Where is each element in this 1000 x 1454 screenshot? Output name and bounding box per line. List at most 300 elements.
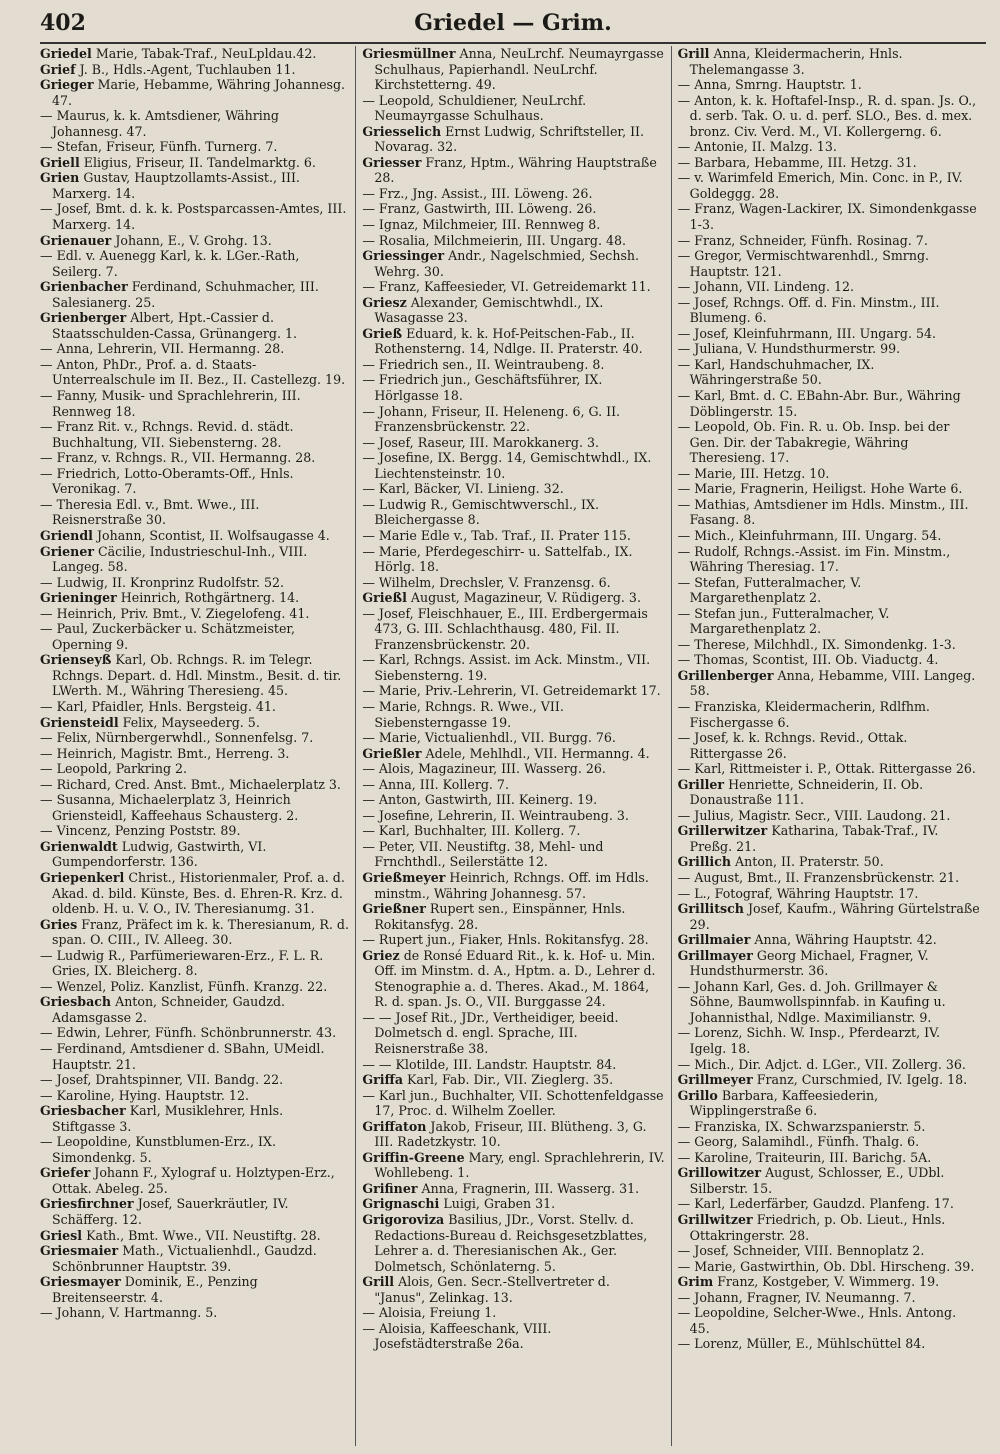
directory-entry bbox=[678, 808, 980, 824]
entry-text: Felix, Mayseederg. 5. bbox=[122, 714, 260, 730]
entry-text: Josef, Kaufm., Währing Gürtelstraße 29. bbox=[689, 901, 980, 932]
entry-text: — Karl, Buchhalter, III. Kollerg. 7. bbox=[362, 823, 581, 839]
entry-text: — Karl, Lederfärber, Gaudzd. Planfeng. 17. bbox=[677, 1196, 954, 1212]
directory-entry bbox=[40, 777, 349, 793]
directory-entry bbox=[40, 201, 349, 232]
directory-entry bbox=[40, 1228, 349, 1244]
entry-surname: Grienwaldt bbox=[40, 838, 118, 854]
entry-text: — Johann, Fragner, IV. Neumanng. 7. bbox=[677, 1289, 916, 1305]
entry-surname: Griessinger bbox=[362, 248, 445, 264]
entry-text: — Alois, Magazineur, III. Wasserg. 26. bbox=[362, 761, 606, 777]
entry-text: — Lorenz, Sichh. W. Insp., Pferdearzt, IV. Igelg. 18. bbox=[677, 1025, 940, 1056]
directory-entry bbox=[678, 870, 980, 886]
entry-surname: Grienbacher bbox=[40, 279, 128, 295]
directory-entry bbox=[362, 808, 664, 824]
entry-text: — — Josef Rit., JDr., Vertheidiger, beeid. Dolmetsch d. engl. Sprache, III. Reisnerstraße 38. bbox=[362, 1009, 619, 1056]
directory-entry bbox=[362, 1010, 664, 1057]
entry-text: — Stefan jun., Futteralmacher, V. Margarethenplatz 2. bbox=[677, 605, 890, 637]
directory-entry bbox=[40, 606, 349, 622]
entry-text: Anna, Währing Hauptstr. 42. bbox=[754, 932, 937, 948]
entry-text: Karl, Fab. Dir., VII. Zieglerg. 35. bbox=[407, 1072, 614, 1088]
entry-text: — Karl, Rittmeister i. P., Ottak. Rittergasse 26. bbox=[677, 761, 976, 777]
entry-text: — Franz, Schneider, Fünfh. Rosinag. 7. bbox=[677, 232, 928, 248]
entry-text: Ferdinand, Schuhmacher, III. Salesianerg. 25. bbox=[52, 279, 319, 310]
entry-surname: Griesmaier bbox=[40, 1243, 119, 1259]
entry-surname: Griesmüllner bbox=[362, 46, 456, 61]
directory-entry bbox=[40, 761, 349, 777]
entry-text: — Franziska, IX. Schwarzspanierstr. 5. bbox=[677, 1118, 926, 1134]
entry-text: Barbara, Kaffeesiederin, Wipplingerstraße 6. bbox=[689, 1087, 879, 1119]
entry-text: — Marie, Gastwirthin, Ob. Dbl. Hirscheng. 39. bbox=[677, 1258, 975, 1274]
directory-entry bbox=[362, 1150, 664, 1181]
directory-entry bbox=[362, 699, 664, 730]
entry-text: — Anna, III. Kollerg. 7. bbox=[362, 776, 509, 792]
entry-text: — Richard, Cred. Anst. Bmt., Michaelerplatz 3. bbox=[40, 776, 341, 792]
entry-text: Alois, Gen. Secr.-Stellvertreter d. "Janus", Zelinkag. 13. bbox=[374, 1274, 610, 1305]
entry-text: — Johann Karl, Ges. d. Joh. Grillmayer & Söhne, Baumwollspinnfab. in Kaufing u. Johannisthal, Ndlge. Maximilianstr. 9. bbox=[677, 978, 946, 1025]
directory-entry bbox=[678, 497, 980, 528]
entry-surname: Griener bbox=[40, 543, 94, 559]
directory-entry bbox=[362, 295, 664, 326]
entry-text: Anna, Fragnerin, III. Wasserg. 31. bbox=[421, 1180, 640, 1196]
entry-surname: Grillmayer bbox=[677, 947, 753, 963]
entry-text: Christ., Historienmaler, Prof. a. d. Akad. d. bild. Künste, Bes. d. Ehren-R. Krz. d. oldenb. H. u. V. O., IV. Theresianumg. 31. bbox=[52, 869, 345, 917]
directory-entry bbox=[678, 388, 980, 419]
entry-text: — Paul, Zuckerbäcker u. Schätzmeister, Operning 9. bbox=[40, 621, 296, 652]
entry-text: — Josef, Fleischhauer, E., III. Erdbergermais 473, G. III. Schlachthausg. 480, Fil. II. Franzensbrückenstr. 20. bbox=[362, 605, 648, 652]
directory-entry bbox=[40, 1103, 349, 1134]
page-header bbox=[40, 6, 986, 44]
directory-entry bbox=[362, 746, 664, 762]
directory-entry bbox=[40, 792, 349, 823]
entry-text: — Franziska, Kleidermacherin, Rdlfhm. Fischergasse 6. bbox=[677, 698, 930, 730]
entry-text: Andr., Nagelschmied, Sechsh. Wehrg. 30. bbox=[374, 248, 640, 279]
entry-text: — August, Bmt., II. Franzensbrückenstr. 21. bbox=[677, 869, 960, 885]
entry-text: — Josef, k. k. Rchngs. Revid., Ottak. Rittergasse 26. bbox=[677, 730, 908, 761]
entry-text: Anna, NeuLrchf. Neumayrgasse Schulhaus, Papierhandl. NeuLrchf. Kirchstetterng. 49. bbox=[374, 46, 664, 93]
entry-text: — Rupert jun., Fiaker, Hnls. Rokitansfyg. 28. bbox=[362, 932, 649, 948]
entry-text: — Marie, Rchngs. R. Wwe., VII. Siebensterngasse 19. bbox=[362, 698, 564, 730]
directory-entry bbox=[40, 699, 349, 715]
entry-text: — Karl, Handschuhmacher, IX. Währingerstraße 50. bbox=[677, 356, 875, 388]
directory-entry bbox=[362, 761, 664, 777]
entry-text: — Edwin, Lehrer, Fünfh. Schönbrunnerstr. 43. bbox=[40, 1025, 337, 1041]
directory-entry bbox=[362, 497, 664, 528]
entry-surname: Griesmayer bbox=[40, 1274, 121, 1290]
directory-entry bbox=[40, 170, 349, 201]
directory-entry bbox=[678, 419, 980, 466]
entry-text: — Johann, VII. Lindeng. 12. bbox=[677, 279, 855, 295]
entry-text: Franz, Präfect im k. k. Theresianum, R. d. span. O. CIII., IV. Alleeg. 30. bbox=[52, 916, 349, 948]
directory-entry bbox=[362, 1072, 664, 1088]
directory-entry bbox=[40, 839, 349, 870]
directory-entry bbox=[678, 528, 980, 544]
directory-entry bbox=[362, 1088, 664, 1119]
directory-entry bbox=[678, 1150, 980, 1166]
entry-surname: Griesfirchner bbox=[40, 1196, 134, 1212]
directory-entry bbox=[40, 341, 349, 357]
column-3 bbox=[671, 46, 986, 1446]
directory-entry bbox=[40, 388, 349, 419]
entry-surname: Grienseyß bbox=[40, 652, 112, 668]
entry-text: — Franz Rit. v., Rchngs. Revid. d. städt. Buchhaltung, VII. Siebensterng. 28. bbox=[40, 419, 294, 450]
entry-text: — Leopold, Schuldiener, NeuLrchf. Neumayrgasse Schulhaus. bbox=[362, 92, 587, 124]
directory-entry bbox=[678, 699, 980, 730]
entry-text: — Wilhelm, Drechsler, V. Franzensg. 6. bbox=[362, 574, 611, 590]
entry-text: Johann, Scontist, II. Wolfsaugasse 4. bbox=[96, 527, 330, 543]
page-number: 402 bbox=[40, 10, 86, 36]
entry-text: — Maurus, k. k. Amtsdiener, Währing Johannesg. 47. bbox=[40, 108, 279, 139]
entry-text: — Ludwig, II. Kronprinz Rudolfstr. 52. bbox=[40, 574, 285, 590]
directory-entry bbox=[362, 1212, 664, 1274]
entry-text: — Franz, v. Rchngs. R., VII. Hermanng. 28. bbox=[40, 450, 316, 466]
entry-text: — Marie, III. Hetzg. 10. bbox=[677, 465, 830, 481]
directory-entry bbox=[362, 248, 664, 279]
directory-entry bbox=[678, 139, 980, 155]
directory-entry bbox=[362, 233, 664, 249]
entry-text: — Ludwig R., Parfümeriewaren-Erz., F. L. R. Gries, IX. Bleicherg. 8. bbox=[40, 947, 324, 979]
entry-text: — Rudolf, Rchngs.-Assist. im Fin. Minstm., Währing Theresiag. 17. bbox=[677, 543, 951, 575]
directory-entry bbox=[362, 450, 664, 481]
entry-text: — Marie, Priv.-Lehrerin, VI. Getreidemarkt 17. bbox=[362, 683, 661, 699]
entry-surname: Griesser bbox=[362, 154, 422, 170]
directory-entry bbox=[40, 466, 349, 497]
directory-entry bbox=[40, 233, 349, 249]
directory-entry bbox=[362, 279, 664, 295]
directory-entry bbox=[678, 1057, 980, 1073]
directory-entry bbox=[40, 715, 349, 731]
entry-text: de Ronsé Eduard Rit., k. k. Hof- u. Min. Off. im Minstm. d. A., Hptm. a. D., Lehrer d. Stenographie a. d. Theres. Akad., M. 1864, R. d. span. Js. O., VII. Burggasse 24. bbox=[374, 947, 656, 1010]
directory-entry bbox=[40, 730, 349, 746]
entry-surname: Griesbach bbox=[40, 994, 112, 1010]
entry-text: — Marie, Pferdegeschirr- u. Sattelfab., IX. Hörlg. 18. bbox=[362, 543, 633, 575]
directory-entry bbox=[678, 170, 980, 201]
entry-text: — Franz, Wagen-Lackirer, IX. Simondenkgasse 1-3. bbox=[677, 201, 977, 233]
entry-text: — Wenzel, Poliz. Kanzlist, Fünfh. Kranzg. 22. bbox=[40, 978, 328, 994]
directory-entry bbox=[362, 404, 664, 435]
entry-text: — Mich., Kleinfuhrmann, III. Ungarg. 54. bbox=[677, 527, 942, 543]
directory-entry bbox=[362, 186, 664, 202]
directory-entry bbox=[362, 201, 664, 217]
entry-text: — Mich., Dir. Adjct. d. LGer., VII. Zollerg. 36. bbox=[677, 1056, 966, 1072]
entry-text: Anton, II. Praterstr. 50. bbox=[735, 854, 884, 870]
entry-text: Friedrich, p. Ob. Lieut., Hnls. Ottakringerstr. 28. bbox=[689, 1212, 946, 1243]
directory-entry bbox=[678, 637, 980, 653]
directory-entry bbox=[362, 823, 664, 839]
entry-text: Henriette, Schneiderin, II. Ob. Donaustraße 111. bbox=[689, 776, 924, 808]
entry-text: — Theresia Edl. v., Bmt. Wwe., III. Reisnerstraße 30. bbox=[40, 496, 260, 528]
directory-entry bbox=[678, 1025, 980, 1056]
directory-entry bbox=[40, 1165, 349, 1196]
entry-text: Alexander, Gemischtwhdl., IX. Wasagasse 23. bbox=[374, 294, 604, 326]
entry-surname: Grieß bbox=[362, 325, 403, 341]
entry-text: — Julius, Magistr. Secr., VIII. Laudong. 21. bbox=[677, 807, 951, 823]
directory-entry bbox=[40, 1274, 349, 1305]
entry-text: — Thomas, Scontist, III. Ob. Viaductg. 4. bbox=[677, 652, 939, 668]
entry-text: Karl, Musiklehrer, Hnls. Stiftgasse 3. bbox=[52, 1103, 284, 1134]
entry-text: — Josefine, IX. Bergg. 14, Gemischtwhdl., IX. Liechtensteinstr. 10. bbox=[362, 450, 652, 481]
directory-entry bbox=[362, 606, 664, 653]
directory-entry bbox=[678, 652, 980, 668]
entry-text: Ludwig, Gastwirth, VI. Gumpendorferstr. 136. bbox=[52, 838, 267, 870]
directory-entry bbox=[40, 108, 349, 139]
entry-surname: Griffaton bbox=[362, 1118, 427, 1134]
directory-entry bbox=[362, 481, 664, 497]
entry-text: Anna, Hebamme, VIII. Langeg. 58. bbox=[689, 667, 976, 699]
entry-text: — Vincenz, Penzing Poststr. 89. bbox=[40, 823, 241, 839]
directory-entry bbox=[678, 854, 980, 870]
directory-entry bbox=[40, 746, 349, 762]
directory-entry bbox=[40, 1134, 349, 1165]
entry-text: — Aloisia, Kaffeeschank, VIII. Josefstädterstraße 26a. bbox=[362, 1320, 552, 1352]
entry-surname: Griesl bbox=[40, 1227, 83, 1243]
directory-entry bbox=[678, 93, 980, 140]
entry-text: — Johann, V. Hartmanng. 5. bbox=[40, 1305, 218, 1321]
entry-surname: Griefer bbox=[40, 1165, 91, 1181]
directory-entry bbox=[678, 777, 980, 808]
entry-text: Karl, Ob. Rchngs. R. im Telegr. Rchngs. Depart. d. Hdl. Minstm., Besit. d. tir. LWerth. M., Währing Theresieng. 45. bbox=[52, 652, 342, 699]
directory-entry bbox=[40, 544, 349, 575]
entry-text: — Leopold, Parkring 2. bbox=[40, 761, 188, 777]
entry-text: — Friedrich sen., II. Weintraubeng. 8. bbox=[362, 356, 605, 372]
entry-text: — v. Warimfeld Emerich, Min. Conc. in P., IV. Goldeggg. 28. bbox=[677, 170, 963, 201]
directory-entry bbox=[678, 1259, 980, 1275]
directory-entry bbox=[40, 994, 349, 1025]
directory-entry bbox=[678, 932, 980, 948]
entry-text: Gustav, Hauptzollamts-Assist., III. Marxerg. 14. bbox=[52, 170, 300, 201]
entry-text: Dominik, E., Penzing Breitenseerstr. 4. bbox=[52, 1274, 258, 1305]
entry-surname: Grillerwitzer bbox=[677, 823, 768, 839]
directory-entry bbox=[678, 1274, 980, 1290]
entry-text: Anna, Kleidermacherin, Hnls. Thelemangasse 3. bbox=[689, 46, 903, 77]
entry-text: — Karl, Bäcker, VI. Linieng. 32. bbox=[362, 481, 564, 497]
entry-text: — Marie Edle v., Tab. Traf., II. Prater 115. bbox=[362, 527, 631, 543]
entry-surname: Grillwitzer bbox=[677, 1212, 753, 1228]
directory-entry bbox=[678, 357, 980, 388]
entry-text: — Stefan, Friseur, Fünfh. Turnerg. 7. bbox=[40, 139, 278, 155]
directory-entry bbox=[362, 217, 664, 233]
entry-surname: Grill bbox=[677, 46, 710, 61]
entry-surname: Grillo bbox=[677, 1087, 718, 1103]
entry-surname: Grießner bbox=[362, 901, 426, 917]
entry-surname: Grillmeyer bbox=[677, 1072, 753, 1088]
entry-surname: Griffa bbox=[362, 1072, 403, 1088]
entry-text: — Josef, Schneider, VIII. Bennoplatz 2. bbox=[677, 1243, 925, 1259]
entry-text: — Josefine, Lehrerin, II. Weintraubeng. 3. bbox=[362, 807, 629, 823]
entry-text: — Karl, Bmt. d. C. EBahn-Abr. Bur., Währing Döblingerstr. 15. bbox=[677, 388, 961, 419]
directory-entry bbox=[678, 201, 980, 232]
entry-text: Basilius, JDr., Vorst. Stellv. d. Redactions-Bureau d. Reichsgesetzblattes, Lehrer a. d. Theresianischen Ak., Ger. Dolmetsch, Schönlaterng. 5. bbox=[374, 1212, 648, 1274]
directory-entry bbox=[362, 932, 664, 948]
directory-entry bbox=[678, 948, 980, 979]
entry-text: Heinrich, Rchngs. Off. im Hdls. minstm., Währing Johannesg. 57. bbox=[374, 869, 649, 901]
directory-entry bbox=[678, 1072, 980, 1088]
entry-surname: Grief bbox=[40, 61, 76, 77]
entry-text: Adele, Mehlhdl., VII. Hermanng. 4. bbox=[425, 745, 650, 761]
entry-surname: Grillowitzer bbox=[677, 1165, 762, 1181]
entry-text: — Friedrich jun., Geschäftsführer, IX. Hörlgasse 18. bbox=[362, 372, 603, 404]
directory-entry bbox=[678, 341, 980, 357]
entry-surname: Griensteidl bbox=[40, 714, 119, 730]
directory-entry bbox=[40, 357, 349, 388]
entry-text: — Karl, Pfaidler, Hnls. Bergsteig. 41. bbox=[40, 698, 276, 714]
directory-entry bbox=[40, 948, 349, 979]
entry-text: Franz, Curschmied, IV. Igelg. 18. bbox=[756, 1072, 968, 1088]
directory-entry bbox=[362, 575, 664, 591]
entry-text: Cäcilie, Industrieschul-Inh., VIII. Langeg. 58. bbox=[52, 543, 308, 575]
entry-text: — Leopoldine, Kunstblumen-Erz., IX. Simondenkg. 5. bbox=[40, 1134, 276, 1165]
entry-text: J. B., Hdls.-Agent, Tuchlauben 11. bbox=[79, 61, 296, 77]
directory-entry bbox=[40, 77, 349, 108]
directory-entry bbox=[362, 155, 664, 186]
entry-text: Johann F., Xylograf u. Holztypen-Erz., Ottak. Abeleg. 25. bbox=[52, 1165, 335, 1196]
entry-text: — Karoline, Hying. Hauptstr. 12. bbox=[40, 1087, 249, 1103]
entry-text: — Karl jun., Buchhalter, VII. Schottenfeldgasse 17, Proc. d. Wilhelm Zoeller. bbox=[362, 1087, 664, 1119]
entry-text: Eligius, Friseur, II. Tandelmarktg. 6. bbox=[83, 154, 316, 170]
directory-entry bbox=[362, 1057, 664, 1073]
entry-surname: Gries bbox=[40, 916, 78, 932]
directory-entry bbox=[678, 155, 980, 171]
entry-text: — Edl. v. Auenegg Karl, k. k. LGer.-Rath, Seilerg. 7. bbox=[40, 248, 300, 279]
directory-entry bbox=[40, 46, 349, 62]
entry-text: — Josef, Raseur, III. Marokkanerg. 3. bbox=[362, 434, 600, 450]
entry-text: Anton, Schneider, Gaudzd. Adamsgasse 2. bbox=[52, 994, 286, 1025]
entry-text: Rupert sen., Einspänner, Hnls. Rokitansfyg. 28. bbox=[374, 901, 626, 932]
entry-surname: Griesz bbox=[362, 294, 407, 310]
directory-entry bbox=[40, 1196, 349, 1227]
entry-text: Ernst Ludwig, Schriftsteller, II. Novarag. 32. bbox=[374, 123, 645, 155]
entry-surname: Griesbacher bbox=[40, 1103, 126, 1119]
directory-entry bbox=[362, 528, 664, 544]
directory-entry bbox=[362, 777, 664, 793]
directory-entry bbox=[678, 1243, 980, 1259]
directory-entry bbox=[40, 279, 349, 310]
entry-text: — Mathias, Amtsdiener im Hdls. Minstm., III. Fasang. 8. bbox=[677, 496, 969, 528]
directory-entry bbox=[678, 326, 980, 342]
entry-text: — Ludwig R., Gemischtwverschl., IX. Bleichergasse 8. bbox=[362, 496, 599, 528]
entry-text: — — Klotilde, III. Landstr. Hauptstr. 84. bbox=[362, 1056, 617, 1072]
entry-text: — Barbara, Hebamme, III. Hetzg. 31. bbox=[677, 154, 917, 170]
columns bbox=[40, 46, 986, 1446]
entry-text: — Anna, Smrng. Hauptstr. 1. bbox=[677, 77, 862, 93]
entry-surname: Grieninger bbox=[40, 590, 117, 606]
directory-entry bbox=[362, 870, 664, 901]
running-head: Griedel — Grim. bbox=[414, 10, 612, 36]
directory-entry bbox=[40, 450, 349, 466]
directory-entry bbox=[362, 326, 664, 357]
directory-entry bbox=[40, 979, 349, 995]
entry-text: — Franz, Kaffeesieder, VI. Getreidemarkt 11. bbox=[362, 279, 651, 295]
directory-entry bbox=[362, 792, 664, 808]
entry-surname: Grillmaier bbox=[677, 932, 751, 948]
directory-entry bbox=[678, 1134, 980, 1150]
directory-entry bbox=[362, 1305, 664, 1321]
entry-surname: Grieger bbox=[40, 77, 94, 93]
directory-entry bbox=[40, 310, 349, 341]
entry-text: — Franz, Gastwirth, III. Löweng. 26. bbox=[362, 201, 597, 217]
entry-surname: Grienberger bbox=[40, 310, 127, 326]
entry-text: — Karl, Rchngs. Assist. im Ack. Minstm., VII. Siebensterng. 19. bbox=[362, 652, 651, 683]
directory-entry bbox=[362, 652, 664, 683]
directory-entry bbox=[40, 1025, 349, 1041]
directory-entry bbox=[678, 761, 980, 777]
directory-entry bbox=[678, 466, 980, 482]
directory-entry bbox=[362, 590, 664, 606]
directory-entry bbox=[40, 1305, 349, 1321]
directory-entry bbox=[40, 823, 349, 839]
entry-text: Georg Michael, Fragner, V. Hundsthurmerstr. 36. bbox=[689, 947, 929, 979]
entry-surname: Grill bbox=[362, 1274, 395, 1290]
directory-entry bbox=[678, 77, 980, 93]
directory-entry bbox=[362, 1181, 664, 1197]
directory-entry bbox=[362, 46, 664, 93]
entry-text: August, Schlosser, E., UDbl. Silberstr. 15. bbox=[689, 1165, 945, 1196]
entry-surname: Grillenberger bbox=[677, 667, 774, 683]
entry-text: Kath., Bmt. Wwe., VII. Neustiftg. 28. bbox=[86, 1227, 321, 1243]
directory-entry bbox=[362, 1196, 664, 1212]
entry-surname: Griedel bbox=[40, 46, 92, 61]
directory-entry bbox=[678, 668, 980, 699]
entry-text: — Anton, Gastwirth, III. Keinerg. 19. bbox=[362, 792, 598, 808]
entry-text: — Anna, Lehrerin, VII. Hermanng. 28. bbox=[40, 341, 285, 357]
directory-entry bbox=[40, 621, 349, 652]
directory-entry bbox=[678, 979, 980, 1026]
entry-text: — Lorenz, Müller, E., Mühlschüttel 84. bbox=[677, 1336, 926, 1352]
entry-surname: Grießmeyer bbox=[362, 869, 446, 885]
entry-surname: Griell bbox=[40, 154, 80, 170]
directory-entry bbox=[362, 435, 664, 451]
directory-entry bbox=[40, 1243, 349, 1274]
entry-text: — Georg, Salamihdl., Fünfh. Thalg. 6. bbox=[677, 1134, 920, 1150]
entry-text: — Susanna, Michaelerplatz 3, Heinrich Griensteidl, Kaffeehaus Schausterg. 2. bbox=[40, 792, 299, 823]
entry-text: Math., Victualienhdl., Gaudzd. Schönbrunner Hauptstr. 39. bbox=[52, 1243, 317, 1274]
entry-text: — Josef, Bmt. d. k. k. Postsparcassen-Amtes, III. Marxerg. 14. bbox=[40, 201, 347, 233]
entry-text: — Aloisia, Freiung 1. bbox=[362, 1305, 497, 1321]
directory-entry bbox=[678, 1165, 980, 1196]
directory-entry bbox=[40, 528, 349, 544]
entry-text: — Peter, VII. Neustiftg. 38, Mehl- und Frnchthdl., Seilerstätte 12. bbox=[362, 838, 604, 870]
directory-entry bbox=[40, 497, 349, 528]
entry-text: Franz, Hptm., Währing Hauptstraße 28. bbox=[374, 154, 657, 186]
entry-text: — Karoline, Traiteurin, III. Barichg. 5A. bbox=[677, 1149, 932, 1165]
entry-surname: Grillich bbox=[677, 854, 732, 870]
directory-entry bbox=[40, 248, 349, 279]
directory-entry bbox=[678, 1212, 980, 1243]
entry-text: — Felix, Nürnbergerwhdl., Sonnenfelsg. 7. bbox=[40, 730, 314, 746]
entry-text: Eduard, k. k. Hof-Peitschen-Fab., II. Rothensterng. 14, Ndlge. II. Praterstr. 40. bbox=[374, 325, 643, 357]
directory-entry bbox=[362, 1321, 664, 1352]
entry-text: August, Magazineur, V. Rüdigerg. 3. bbox=[410, 590, 641, 606]
directory-entry bbox=[678, 1119, 980, 1135]
entry-surname: Grießler bbox=[362, 745, 422, 761]
entry-text: — Leopoldine, Selcher-Wwe., Hnls. Antong. 45. bbox=[677, 1305, 957, 1336]
entry-text: — Josef, Kleinfuhrmann, III. Ungarg. 54. bbox=[677, 325, 936, 341]
directory-entry bbox=[678, 1290, 980, 1306]
directory-entry bbox=[362, 1274, 664, 1305]
entry-text: Franz, Kostgeber, V. Wimmerg. 19. bbox=[717, 1274, 940, 1290]
entry-text: — Heinrich, Priv. Bmt., V. Ziegelofeng. 41. bbox=[40, 605, 310, 621]
entry-text: — Marie, Fragnerin, Heiligst. Hohe Warte 6. bbox=[677, 481, 963, 497]
column-2 bbox=[355, 46, 670, 1446]
entry-text: — Rosalia, Milchmeierin, III. Ungarg. 48. bbox=[362, 232, 627, 248]
column-1 bbox=[40, 46, 355, 1446]
directory-entry bbox=[678, 1336, 980, 1352]
entry-text: Luigi, Graben 31. bbox=[443, 1196, 556, 1212]
directory-entry bbox=[362, 357, 664, 373]
directory-entry bbox=[362, 1119, 664, 1150]
entry-text: Jakob, Friseur, III. Blütheng. 3, G. III. Radetzkystr. 10. bbox=[374, 1118, 647, 1150]
directory-entry bbox=[678, 279, 980, 295]
